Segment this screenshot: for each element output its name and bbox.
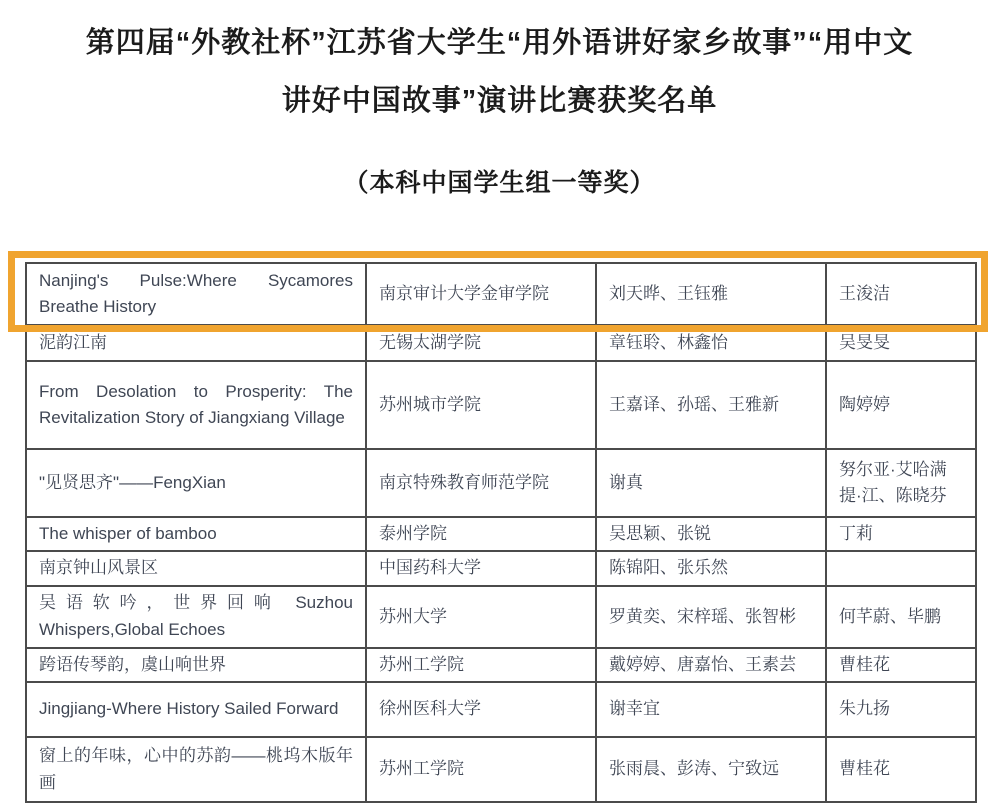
- cell-student-names: 吴思颖、张锐: [596, 517, 826, 551]
- cell-school-name: 苏州城市学院: [366, 361, 596, 449]
- cell-entry-title: 窗上的年味，心中的苏韵——桃坞木版年画: [26, 737, 366, 802]
- cell-entry-title: The whisper of bamboo: [26, 517, 366, 551]
- cell-teacher-names: 朱九扬: [826, 682, 976, 737]
- cell-teacher-names: 吴旻旻: [826, 325, 976, 361]
- cell-entry-title: 跨语传琴韵，虞山响世界: [26, 648, 366, 682]
- cell-entry-title: 吴语软吟，世界回响 Suzhou Whispers,Global Echoes: [26, 586, 366, 648]
- cell-school-name: 苏州大学: [366, 586, 596, 648]
- cell-student-names: 刘天晔、王钰雅: [596, 263, 826, 325]
- cell-teacher-names: 曹桂花: [826, 648, 976, 682]
- document-title-line2: 讲好中国故事”演讲比赛获奖名单: [281, 85, 718, 117]
- cell-teacher-names: [826, 551, 976, 585]
- cell-student-names: 罗黄奕、宋梓瑶、张智彬: [596, 586, 826, 648]
- table-row: [26, 325, 976, 361]
- cell-teacher-names: 何芊蔚、毕鹏: [826, 586, 976, 648]
- cell-school-name: 南京审计大学金审学院: [366, 263, 596, 325]
- cell-teacher-names: 丁莉: [826, 517, 976, 551]
- document-title: [0, 14, 999, 130]
- award-table: [25, 262, 977, 803]
- cell-entry-title: 南京钟山风景区: [26, 551, 366, 585]
- table-row-highlighted: [26, 263, 976, 325]
- table-row: [26, 648, 976, 682]
- cell-student-names: 戴婷婷、唐嘉怡、王素芸: [596, 648, 826, 682]
- cell-entry-title: 泥韵江南: [26, 325, 366, 361]
- table-row: [26, 586, 976, 648]
- award-table-body: [26, 263, 976, 802]
- cell-entry-title: Nanjing's Pulse:Where Sycamores Breathe History: [26, 263, 366, 325]
- cell-school-name: 苏州工学院: [366, 648, 596, 682]
- cell-student-names: 谢幸宜: [596, 682, 826, 737]
- cell-student-names: 谢真: [596, 449, 826, 517]
- table-row: [26, 737, 976, 802]
- table-row: [26, 449, 976, 517]
- group-subtitle: （本科中国学生组一等奖）: [343, 169, 656, 197]
- cell-school-name: 无锡太湖学院: [366, 325, 596, 361]
- cell-school-name: 南京特殊教育师范学院: [366, 449, 596, 517]
- cell-teacher-names: 努尔亚·艾哈满提·江、陈晓芬: [826, 449, 976, 517]
- cell-teacher-names: 王浚洁: [826, 263, 976, 325]
- table-row: [26, 551, 976, 585]
- table-row: [26, 517, 976, 551]
- cell-teacher-names: 曹桂花: [826, 737, 976, 802]
- cell-student-names: 章钰聆、林鑫怡: [596, 325, 826, 361]
- cell-entry-title: From Desolation to Prosperity: The Revitalization Story of Jiangxiang Village: [26, 361, 366, 449]
- cell-entry-title: "见贤思齐"——FengXian: [26, 449, 366, 517]
- table-row: [26, 682, 976, 737]
- cell-student-names: 陈锦阳、张乐然: [596, 551, 826, 585]
- table-row: [26, 361, 976, 449]
- cell-student-names: 王嘉译、孙瑶、王雅新: [596, 361, 826, 449]
- cell-school-name: 泰州学院: [366, 517, 596, 551]
- cell-entry-title: Jingjiang-Where History Sailed Forward: [26, 682, 366, 737]
- cell-school-name: 中国药科大学: [366, 551, 596, 585]
- document-title-line1: 第四届“外教社杯”江苏省大学生“用外语讲好家乡故事”“用中文: [85, 27, 914, 59]
- cell-student-names: 张雨晨、彭涛、宁致远: [596, 737, 826, 802]
- cell-teacher-names: 陶婷婷: [826, 361, 976, 449]
- cell-school-name: 苏州工学院: [366, 737, 596, 802]
- cell-school-name: 徐州医科大学: [366, 682, 596, 737]
